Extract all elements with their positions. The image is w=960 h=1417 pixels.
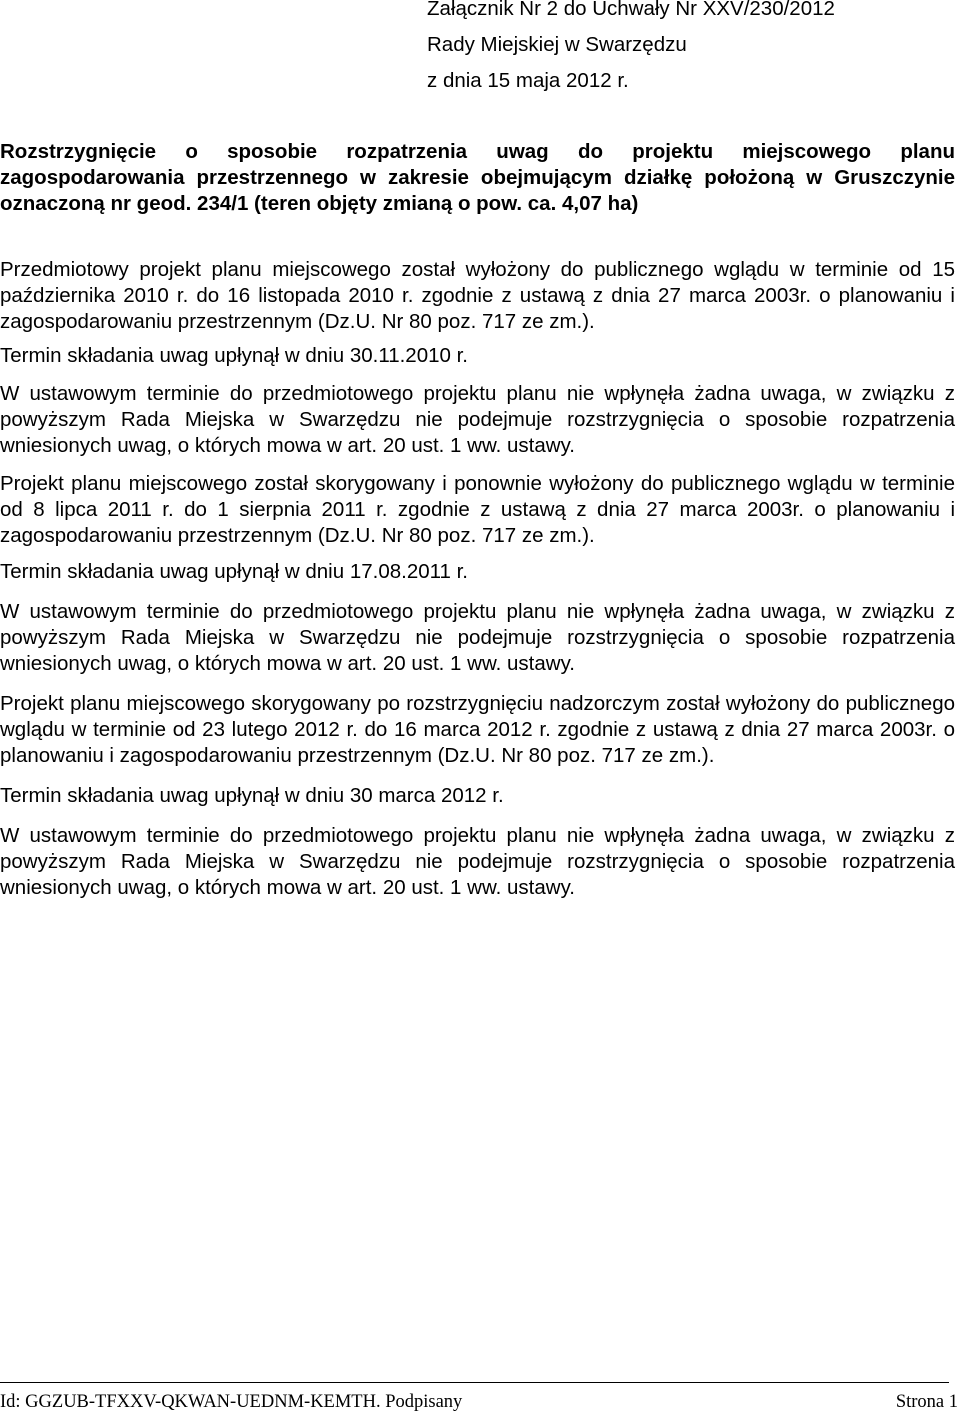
paragraph-first-no-comments: W ustawowym terminie do przedmiotowego projektu planu nie wpłynęła żadna uwaga, w związku z powyższym Rada Miejska w Swarzędzu nie podejmuje rozstrzygnięcia o sposobie rozpatrzenia wniesionych uwag, o których mowa w art. 20 ust. 1 ww. ustawy. (0, 382, 955, 457)
paragraph-second-deadline: Termin składania uwag upłynął w dniu 17.08.2011 r. (0, 560, 468, 583)
header-line-council: Rady Miejskiej w Swarzędzu (427, 33, 687, 56)
paragraph-second-no-comments: W ustawowym terminie do przedmiotowego projektu planu nie wpłynęła żadna uwaga, w związku z powyższym Rada Miejska w Swarzędzu nie podejmuje rozstrzygnięcia o sposobie rozpatrzenia wniesionych uwag, o których mowa w art. 20 ust. 1 ww. ustawy. (0, 600, 955, 675)
document-title: Rozstrzygnięcie o sposobie rozpatrzenia uwag do projektu miejscowego planu zagospodarowania przestrzennego w zakresie obejmującym działkę położoną w Gruszczynie oznaczoną nr geod. 234/1 (teren objęty zmianą o pow. ca. 4,07 ha) (0, 140, 955, 215)
attachment-header (427, 0, 947, 96)
paragraph-first-deadline: Termin składania uwag upłynął w dniu 30.11.2010 r. (0, 344, 468, 367)
document-body (0, 257, 955, 901)
paragraph-first-exhibition: Przedmiotowy projekt planu miejscowego został wyłożony do publicznego wglądu w terminie od 15 października 2010 r. do 16 listopada 2010 r. zgodnie z ustawą z dnia 27 marca 2003r. o planowaniu i zagospodarowaniu przestrzennym (Dz.U. Nr 80 poz. 717 ze zm.). (0, 258, 955, 333)
paragraph-second-exhibition: Projekt planu miejscowego został skorygowany i ponownie wyłożony do publicznego wglądu w terminie od 8 lipca 2011 r. do 1 sierpnia 2011 r. zgodnie z ustawą z dnia 27 marca 2003r. o planowaniu i zagospodarowaniu przestrzennym (Dz.U. Nr 80 poz. 717 ze zm.). (0, 472, 955, 547)
page-number: Strona 1 (895, 1392, 958, 1412)
header-line-attachment: Załącznik Nr 2 do Uchwały Nr XXV/230/2012 (427, 0, 835, 20)
paragraph-third-deadline: Termin składania uwag upłynął w dniu 30 marca 2012 r. (0, 784, 504, 807)
header-line-date: z dnia 15 maja 2012 r. (427, 69, 629, 92)
footer-divider (0, 1382, 949, 1383)
paragraph-third-no-comments: W ustawowym terminie do przedmiotowego projektu planu nie wpłynęła żadna uwaga, w związku z powyższym Rada Miejska w Swarzędzu nie podejmuje rozstrzygnięcia o sposobie rozpatrzenia wniesionych uwag, o których mowa w art. 20 ust. 1 ww. ustawy. (0, 824, 955, 899)
document-id: Id: GGZUB-TFXXV-QKWAN-UEDNM-KEMTH. Podpisany (0, 1392, 463, 1412)
paragraph-third-exhibition: Projekt planu miejscowego skorygowany po rozstrzygnięciu nadzorczym został wyłożony do publicznego wglądu w terminie od 23 lutego 2012 r. do 16 marca 2012 r. zgodnie z ustawą z dnia 27 marca 2003r. o planowaniu i zagospodarowaniu przestrzennym (Dz.U. Nr 80 poz. 717 ze zm.). (0, 692, 955, 767)
